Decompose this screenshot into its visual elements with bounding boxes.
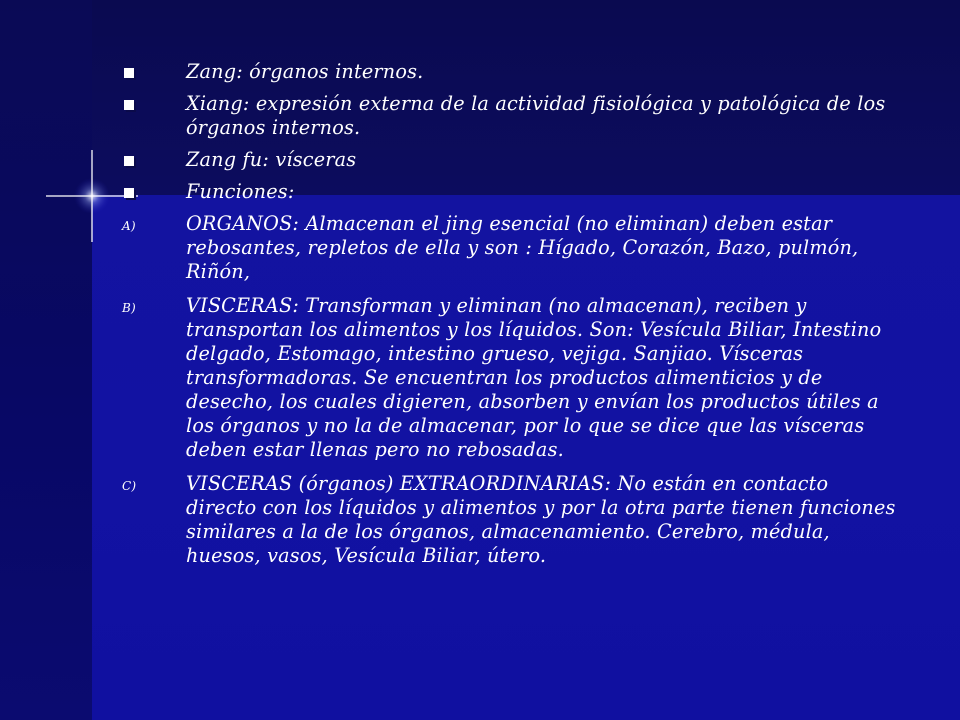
lettered-text: VISCERAS: Transforman y eliminan (no almacenan), reciben y transportan los alimentos y los líquidos. Son: Vesícula Biliar, Intestino delgado, Estomago, intestino grueso, vejiga. Sanjiao. Vísceras transformadoras. Se encuentran los productos alimenticios y de desecho, los cuales digieren, absorben y envían los productos útiles a los órganos y no la de almacenar, por lo que se dice que las vísceras deben estar llenas pero no rebosadas. — [186, 294, 882, 461]
bullet-item — [110, 60, 900, 84]
lettered-text: VISCERAS (órganos) EXTRAORDINARIAS: No están en contacto directo con los líquidos y alimentos y por la otra parte tienen funciones similares a la de los órganos, almacenamiento. Cerebro, médula, huesos, vasos, Vesícula Biliar, útero. — [186, 472, 896, 567]
bullet-item — [110, 92, 900, 140]
lettered-item — [110, 294, 900, 462]
bullet-text: Funciones: — [186, 180, 295, 203]
lettered-item — [110, 472, 900, 568]
bullet-item — [110, 180, 900, 204]
square-bullet-icon — [124, 100, 134, 110]
lettered-item — [110, 212, 900, 284]
slide-body — [110, 60, 900, 578]
letter-marker: A) — [122, 219, 136, 233]
square-bullet-icon — [124, 156, 134, 166]
background-left-band — [0, 0, 92, 720]
lettered-text: ORGANOS: Almacenan el jing esencial (no eliminan) deben estar rebosantes, repletos de ella y son : Hígado, Corazón, Bazo, pulmón, Riñón, — [186, 212, 859, 283]
bullet-item — [110, 148, 900, 172]
square-bullet-icon — [124, 188, 134, 198]
letter-marker: B) — [122, 301, 136, 315]
bullet-text: Zang fu: vísceras — [186, 148, 357, 171]
letter-marker: C) — [122, 479, 137, 493]
bullet-text: Zang: órganos internos. — [186, 60, 424, 83]
square-bullet-icon — [124, 68, 134, 78]
bullet-text: Xiang: expresión externa de la actividad fisiológica y patológica de los órganos internos. — [186, 92, 886, 139]
